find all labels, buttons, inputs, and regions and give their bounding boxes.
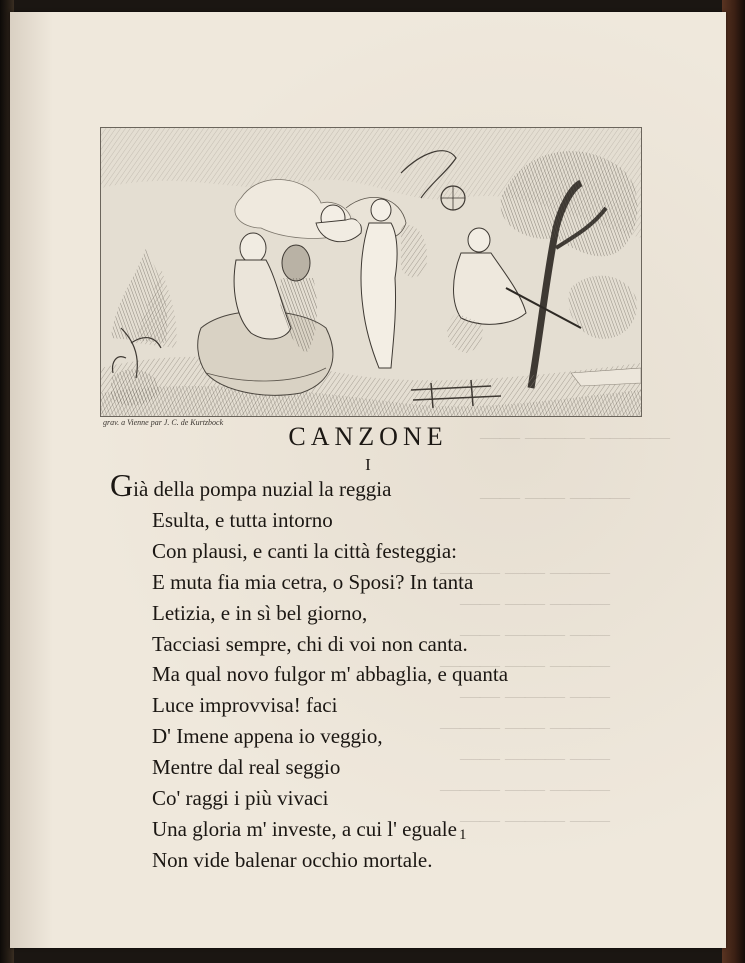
book-page xyxy=(10,12,726,948)
show-through-text: ——— —— ——— ——— —— —— —— ——— —— ——— —— ——— —— ——— —— ——— —— ——— —— ——— —— ——— —— ——— —— ——— —— xyxy=(440,561,610,831)
poem-line: Con plausi, e canti la città festeggia: xyxy=(152,538,457,563)
poem-line-1-text: ià della pompa nuzial la reggia xyxy=(133,477,392,501)
poem-line: Una gloria m' investe, a cui l' eguale xyxy=(152,816,457,841)
poem-line: Tacciasi sempre, chi di voi non canta. xyxy=(152,631,468,656)
canzone-numeral: I xyxy=(365,455,371,474)
engraving-image xyxy=(101,128,641,416)
show-through-text: ———— ——— —— xyxy=(480,426,670,448)
poem-line: Ma qual novo fulgor m' abbaglia, e quanta xyxy=(152,662,509,687)
poem-line: Luce improvvisa! faci xyxy=(152,693,338,718)
poem-line: Mentre dal real seggio xyxy=(152,755,341,780)
canzone-title: CANZONE xyxy=(288,422,448,451)
poem-stanza xyxy=(110,467,670,876)
show-through-text: ——— —— —— xyxy=(480,486,630,508)
poem-line: Esulta, e tutta intorno xyxy=(152,507,333,532)
poem-line-1 xyxy=(110,467,670,505)
poem-line: Non vide balenar occhio mortale. xyxy=(152,847,433,872)
page-number: 1 xyxy=(459,827,467,843)
poem-line: Letizia, e in sì bel giorno, xyxy=(152,600,368,625)
poem-line: Co' raggi i più vivaci xyxy=(152,786,329,811)
engraving-illustration xyxy=(100,127,642,417)
engraver-credit: grav. a Vienne par J. C. de Kurtzbock xyxy=(103,418,224,427)
poem-line: D' Imene appena io veggio, xyxy=(152,724,383,749)
poem-line: E muta fia mia cetra, o Sposi? In tanta xyxy=(152,569,474,594)
drop-cap: G xyxy=(110,467,134,503)
